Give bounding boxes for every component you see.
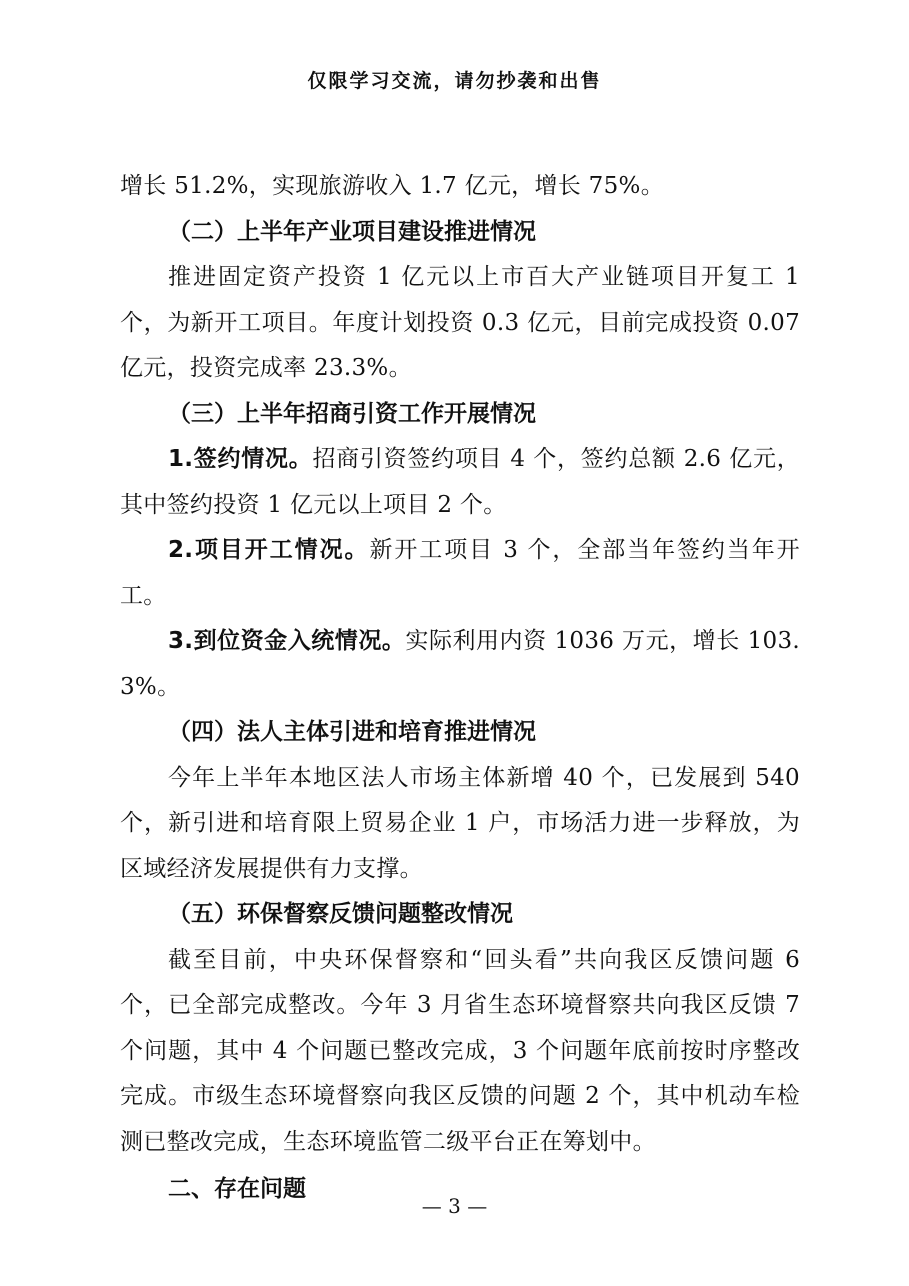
- paragraph-legal-entities: 今年上半年本地区法人市场主体新增 40 个，已发展到 540 个，新引进和培育限上贸易企业 1 户，市场活力进一步释放，为区域经济发展提供有力支撑。: [120, 764, 800, 882]
- paragraph-project-start: [120, 528, 800, 619]
- paragraph-text-funds: 实际利用内资 1036 万元，增长 103.3%。: [120, 628, 800, 700]
- section-heading-investment-promotion: （三）上半年招商引资工作开展情况: [168, 400, 536, 427]
- paragraph-text-project-start: 新开工项目 3 个，全部当年签约当年开工。: [120, 537, 800, 609]
- paragraph-funds: [120, 619, 800, 710]
- watermark-header: 仅限学习交流，请勿抄袭和出售: [307, 70, 602, 92]
- page-number: — 3 —: [421, 1194, 488, 1218]
- section-heading-industrial-projects: （二）上半年产业项目建设推进情况: [168, 218, 536, 245]
- paragraph-signing: [120, 437, 800, 528]
- paragraph-fixed-asset-investment: 推进固定资产投资 1 亿元以上市百大产业链项目开复工 1 个，为新开工项目。年度计划投资 0.3 亿元，目前完成投资 0.07 亿元，投资完成率 23.3%。: [120, 264, 800, 381]
- paragraph-lead-signing: 1.签约情况。: [168, 446, 313, 472]
- paragraph-continuation: 增长 51.2%，实现旅游收入 1.7 亿元，增长 75%。: [120, 173, 665, 199]
- paragraph-lead-project-start: 2.项目开工情况。: [168, 537, 370, 563]
- paragraph-environmental: 截至目前，中央环保督察和“回头看”共向我区反馈问题 6 个，已全部完成整改。今年 3 月省生态环境督察共向我区反馈 7 个问题，其中 4 个问题已整改完成，3 个问题年底前按时序整改完成。市级生态环境督察向我区反馈的问题 2 个，其中机动车检测已整改完成，生态环境监管二级平台正在筹划中。: [120, 946, 800, 1155]
- paragraph-text-signing: 招商引资签约项目 4 个，签约总额 2.6 亿元，其中签约投资 1 亿元以上项目 2 个。: [120, 446, 800, 518]
- document-body: [120, 164, 800, 1213]
- section-heading-existing-problems: 二、存在问题: [168, 1176, 306, 1202]
- section-heading-legal-entities: （四）法人主体引进和培育推进情况: [168, 719, 536, 745]
- paragraph-lead-funds: 3.到位资金入统情况。: [168, 628, 406, 654]
- section-heading-environmental: （五）环保督察反馈问题整改情况: [168, 901, 513, 927]
